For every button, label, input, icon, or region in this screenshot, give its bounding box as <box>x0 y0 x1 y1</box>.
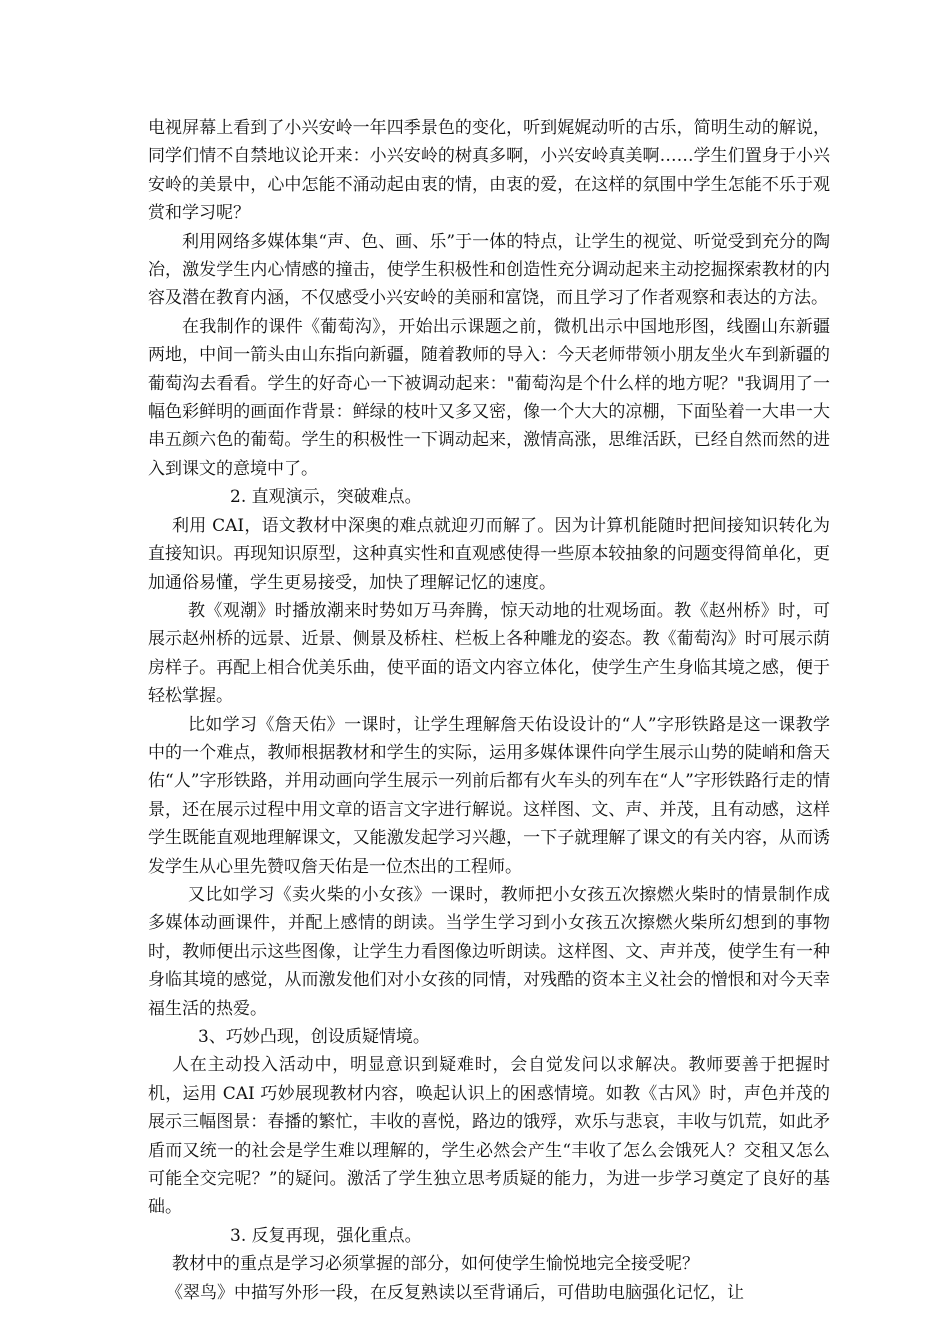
section-heading-direct-demo: 2. 直观演示，突破难点。 <box>230 487 422 508</box>
paragraph-3: 在我制作的课件《葡萄沟》，开始出示课题之前，微机出示中国地形图，线圈山东新疆两地，中间一箭头由山东指向新疆，随着教师的导入：今天老师带领小朋友坐火车到新疆的葡萄沟去看看。学生的好奇心一下被调动起来："葡萄沟是个什么样的地方呢？"我调用了一幅色彩鲜明的画面作背景：鲜绿的枝叶又多又密，像一个大大的凉棚，下面坠着一大串一大串五颜六色的葡萄。学生的积极性一下调动起来，激情高涨，思维活跃，已经自然而然的进入到课文的意境中了。 <box>148 316 830 479</box>
section-heading-repetition: 3. 反复再现，强化重点。 <box>230 1225 422 1246</box>
paragraph-7: 又比如学习《卖火柴的小女孩》一课时，教师把小女孩五次擦燃火柴时的情景制作成多媒体动画课件，并配上感情的朗读。当学生学习到小女孩五次擦燃火柴所幻想到的事物时，教师便出示这些图像，让学生力看图像边听朗读。这样图、文、声并茂，使学生有一种身临其境的感觉，从而激发他们对小女孩的同情，对残酷的资本主义社会的憎恨和对今天幸福生活的热爱。 <box>148 884 830 1019</box>
paragraph-6: 比如学习《詹天佑》一课时，让学生理解詹天佑设设计的“人”字形铁路是这一课教学中的一个难点，教师根据教材和学生的实际，运用多媒体课件向学生展示山势的陡峭和詹天佑“人”字形铁路，并用动画向学生展示一列前后都有火车头的列车在“人”字形铁路行走的情景，还在展示过程中用文章的语言文字进行解说。这样图、文、声、并茂，且有动感，这样学生既能直观地理解课文，又能激发起学习兴趣，一下子就理解了课文的有关内容，从而诱发学生从心里先赞叹詹天佑是一位杰出的工程师。 <box>148 714 830 877</box>
paragraph-5: 教《观潮》时播放潮来时势如万马奔腾，惊天动地的壮观场面。教《赵州桥》时，可展示赵州桥的远景、近景、侧景及桥柱、栏板上各种雕龙的姿态。教《葡萄沟》时可展示荫房样子。再配上相合优美乐曲，使平面的语文内容立体化，使学生产生身临其境之感，便于轻松掌握。 <box>148 600 830 707</box>
paragraph-4: 利用 CAI，语文教材中深奥的难点就迎刃而解了。因为计算机能随时把间接知识转化为直接知识。再现知识原型，这种真实性和直观感使得一些原本较抽象的问题变得简单化，更加通俗易懂，学生更易接受，加快了理解记忆的速度。 <box>148 515 830 593</box>
paragraph-9: 教材中的重点是学习必须掌握的部分，如何使学生愉悦地完全接受呢？ <box>172 1254 699 1275</box>
paragraph-1: 电视屏幕上看到了小兴安岭一年四季景色的变化，听到娓娓动听的古乐，简明生动的解说，同学们情不自禁地议论开来：小兴安岭的树真多啊，小兴安岭真美啊……学生们置身于小兴安岭的美景中，心中怎能不涌动起由衷的情，由衷的爱，在这样的氛围中学生怎能不乐于观赏和学习呢？ <box>148 118 830 224</box>
paragraph-10: 《翠鸟》中描写外形一段，在反复熟读以至背诵后，可借助电脑强化记忆，让 <box>166 1282 744 1303</box>
section-heading-questioning: 3、巧妙凸现，创设质疑情境。 <box>198 1027 430 1047</box>
paragraph-8: 人在主动投入活动中，明显意识到疑难时，会自觉发问以求解决。教师要善于把握时机，运用 CAI 巧妙展现教材内容，唤起认识上的困惑情境。如教《古风》时，声色并茂的展示三幅图景：春播的繁忙，丰收的喜悦，路边的饿殍，欢乐与悲哀，丰收与饥荒，如此矛盾而又统一的社会是学生难以理解的，学生必然会产生“丰收了怎么会饿死人？交租又怎么可能全交完呢？”的疑问。激活了学生独立思考质疑的能力，为进一步学习奠定了良好的基础。 <box>148 1055 830 1218</box>
paragraph-2: 利用网络多媒体集“声、色、画、乐”于一体的特点，让学生的视觉、听觉受到充分的陶冶，激发学生内心情感的撞击，使学生积极性和创造性充分调动起来主动挖掘探索教材的内容及潜在教育内涵，不仅感受小兴安岭的美丽和富饶，而且学习了作者观察和表达的方法。 <box>148 231 830 309</box>
